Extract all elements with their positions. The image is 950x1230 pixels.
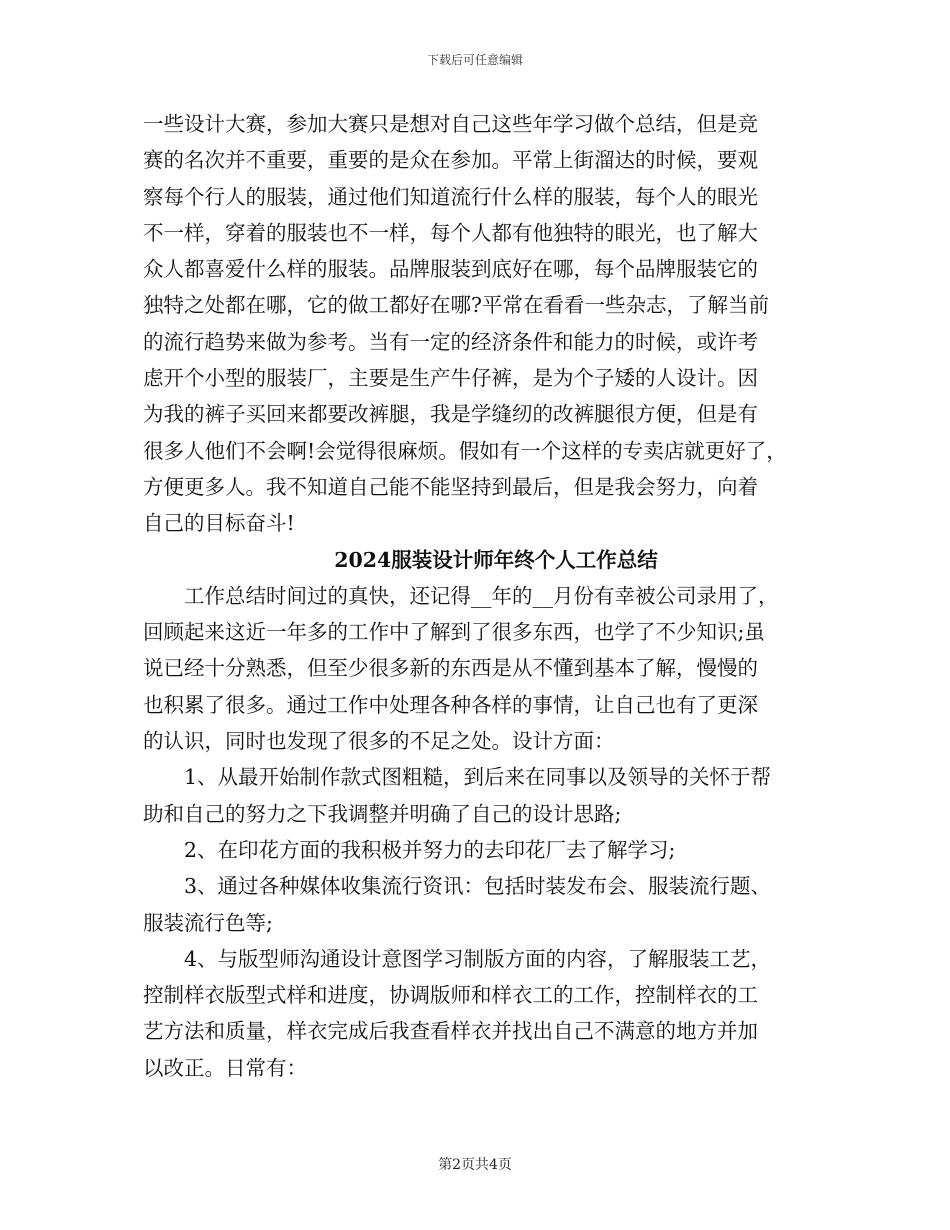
- text-line: 为我的裤子买回来都要改裤腿，我是学缝纫的改裤腿很方便，但是有: [143, 402, 758, 427]
- text-line: 的流行趋势来做为参考。当有一定的经济条件和能力的时候，或许考: [143, 329, 758, 354]
- text-line: 独特之处都在哪，它的做工都好在哪?平常在看看一些杂志，了解当前: [143, 293, 769, 318]
- text-line: 4、与版型师沟通设计意图学习制版方面的内容，了解服装工艺，: [184, 946, 772, 971]
- text-line: 察每个行人的服装，通过他们知道流行什么样的服装，每个人的眼光: [143, 184, 758, 209]
- text-line: 不一样，穿着的服装也不一样，每个人都有他独特的眼光，也了解大: [143, 220, 758, 245]
- page-footer: 第2页共4页: [438, 1157, 512, 1173]
- list-item-1: [143, 759, 823, 832]
- text-line: 自己的目标奋斗!: [143, 511, 295, 536]
- paragraph-design-contests: [143, 106, 823, 542]
- list-item-3: [143, 868, 823, 941]
- text-line: 艺方法和质量，样衣完成后我查看样衣并找出自己不满意的地方并加: [143, 1019, 758, 1044]
- text-line: 2、在印花方面的我积极并努力的去印花厂去了解学习;: [184, 837, 676, 862]
- text-line: 控制样衣版型式样和进度，协调版师和样衣工的工作，控制样衣的工: [143, 983, 758, 1008]
- text-line: 也积累了很多。通过工作中处理各种各样的事情，让自己也有了更深: [143, 692, 758, 717]
- text-line: 以改正。日常有：: [143, 1055, 307, 1080]
- text-line: 说已经十分熟悉，但至少很多新的东西是从不懂到基本了解，慢慢的: [143, 656, 758, 681]
- text-line: 3、通过各种媒体收集流行资讯：包括时装发布会、服装流行题、: [184, 874, 772, 899]
- text-line: 众人都喜爱什么样的服装。品牌服装到底好在哪，每个品牌服装它的: [143, 257, 758, 282]
- document-body: [143, 106, 823, 1086]
- text-line: 工作总结时间过的真快，还记得__年的__月份有幸被公司录用了，: [184, 583, 779, 608]
- page-header: 下载后可任意编辑: [426, 53, 523, 67]
- paragraph-intro: [143, 578, 823, 759]
- text-line: 1、从最开始制作款式图粗糙，到后来在同事以及领导的关怀于帮: [184, 765, 772, 790]
- list-item-4: [143, 941, 823, 1086]
- text-line: 方便更多人。我不知道自己能不能坚持到最后，但是我会努力，向着: [143, 474, 758, 499]
- section-title: 2024服装设计师年终个人工作总结: [334, 547, 658, 572]
- text-line: 很多人他们不会啊!会觉得很麻烦。假如有一个这样的专卖店就更好了，: [143, 438, 787, 463]
- text-line: 赛的名次并不重要，重要的是众在参加。平常上街溜达的时候，要观: [143, 148, 758, 173]
- text-line: 的认识，同时也发现了很多的不足之处。设计方面：: [143, 729, 615, 754]
- list-item-2: [143, 832, 823, 868]
- text-line: 助和自己的努力之下我调整并明确了自己的设计思路;: [143, 801, 622, 826]
- text-line: 服装流行色等;: [143, 910, 273, 935]
- text-line: 一些设计大赛，参加大赛只是想对自己这些年学习做个总结，但是竞: [143, 112, 758, 136]
- text-line: 回顾起来这近一年多的工作中了解到了很多东西，也学了不少知识;虽: [143, 620, 765, 645]
- text-line: 虑开个小型的服装厂，主要是生产牛仔裤，是为个子矮的人设计。因: [143, 366, 758, 391]
